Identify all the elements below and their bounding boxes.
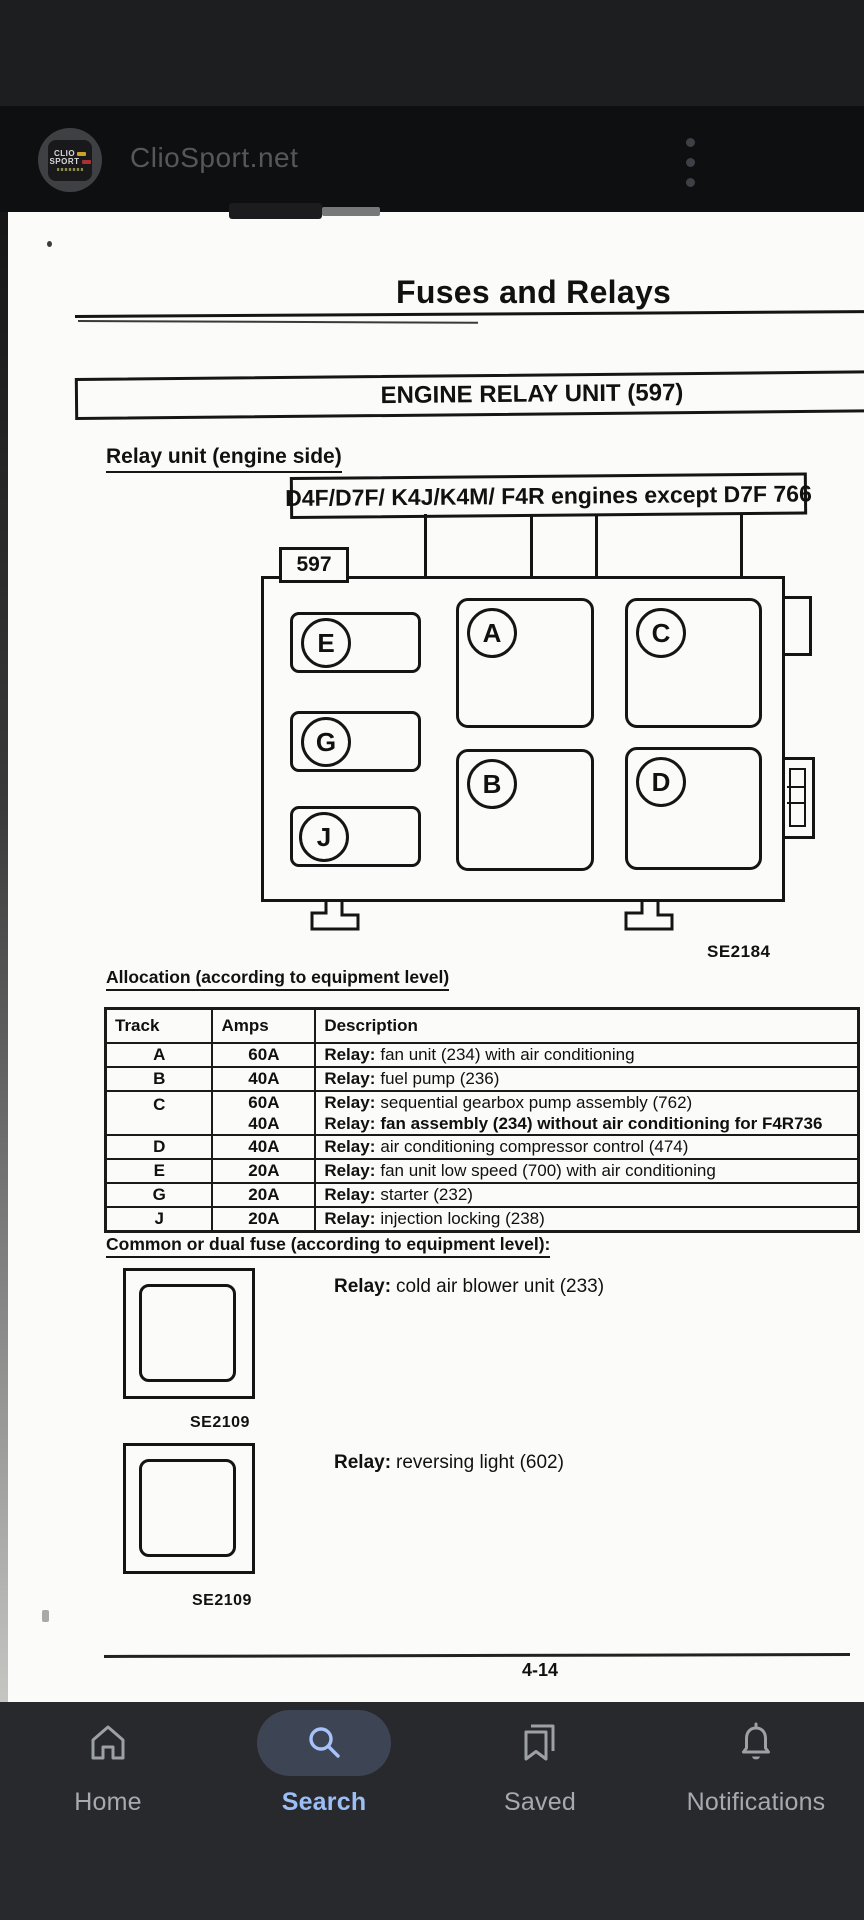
page-edge-shadow: [0, 212, 8, 1702]
title-rule: [75, 310, 864, 318]
bottom-navigation: [0, 1702, 864, 1920]
kebab-dot: [686, 178, 695, 187]
footer-rule: [104, 1653, 850, 1658]
figure-reference: SE2109: [190, 1414, 250, 1431]
nav-item-saved[interactable]: [432, 1710, 648, 1830]
search-icon: [301, 1720, 347, 1766]
col-header-amps: Amps: [212, 1009, 315, 1044]
side-connector-detailed: [782, 757, 815, 839]
fuse-symbol: [123, 1268, 255, 1399]
slot-letter: C: [636, 608, 686, 658]
nav-label: Home: [74, 1788, 142, 1816]
app-title: ClioSport.net: [130, 142, 299, 173]
overflow-menu-button[interactable]: [672, 134, 708, 194]
scan-artifact: [229, 203, 322, 219]
cliosport-logo[interactable]: [38, 128, 102, 192]
nav-label: Saved: [504, 1788, 576, 1816]
figure-reference: SE2184: [707, 942, 771, 961]
cliosport-logo-badge: [48, 140, 92, 181]
table-header-row: [106, 1009, 859, 1044]
engines-note-box: D4F/D7F/ K4J/K4M/ F4R engines except D7F 766: [290, 472, 807, 519]
subsection-heading: Relay unit (engine side): [106, 445, 342, 473]
unit-number-box: 597: [279, 547, 349, 583]
nav-item-search[interactable]: [216, 1710, 432, 1830]
kebab-dot: [686, 138, 695, 147]
page-number: 4-14: [521, 1660, 559, 1680]
col-header-description: Description: [315, 1009, 858, 1044]
scan-artifact: [322, 207, 380, 216]
allocation-table: [104, 1007, 860, 1233]
connector-tab: [424, 514, 533, 578]
logo-line1: CLIO: [53, 149, 76, 158]
col-header-track: Track: [106, 1009, 213, 1044]
table-row: B 40A Relay: fuel pump (236): [106, 1067, 859, 1091]
table-row: C 60A 40A Relay: sequential gearbox pump assembly (762) Relay: fan assembly (234) without air conditioning for F4R736: [106, 1091, 859, 1135]
allocation-heading: Allocation (according to equipment level): [106, 967, 449, 991]
slot-letter: J: [299, 812, 349, 862]
slot-letter: B: [467, 759, 517, 809]
slot-letter: G: [301, 717, 351, 767]
status-bar: [0, 0, 864, 106]
notifications-bell-icon: [733, 1720, 779, 1766]
scanned-document-page[interactable]: [0, 212, 864, 1702]
common-fuse-heading: Common or dual fuse (according to equipment level):: [106, 1234, 550, 1258]
nav-label: Search: [281, 1788, 367, 1816]
table-row: J 20A Relay: injection locking (238): [106, 1207, 859, 1232]
logo-stripe: [57, 168, 83, 171]
page-title: Fuses and Relays: [396, 274, 672, 310]
scan-artifact: [42, 1610, 49, 1622]
home-icon: [85, 1720, 131, 1766]
table-row: D 40A Relay: air conditioning compressor control (474): [106, 1135, 859, 1159]
title-rule-2: [78, 320, 478, 324]
logo-yellow-bar: [77, 152, 86, 156]
fuse-label: Relay: cold air blower unit (233): [334, 1276, 605, 1297]
table-row: G 20A Relay: starter (232): [106, 1183, 859, 1207]
fuse-symbol: [123, 1443, 255, 1574]
figure-reference: SE2109: [192, 1592, 252, 1609]
section-banner: ENGINE RELAY UNIT (597): [75, 370, 864, 420]
scan-artifact: [47, 241, 52, 247]
fuse-label: Relay: reversing light (602): [334, 1452, 564, 1473]
nav-item-home[interactable]: [0, 1710, 216, 1830]
nav-label: Notifications: [686, 1788, 826, 1816]
mounting-foot: [308, 898, 370, 932]
slot-letter: E: [301, 618, 351, 668]
slot-letter: D: [636, 757, 686, 807]
logo-line2: SPORT: [49, 157, 80, 166]
saved-bookmarks-icon: [517, 1720, 563, 1766]
connector-tab: [595, 514, 743, 578]
side-connector: [782, 596, 812, 656]
app-header: [0, 106, 864, 212]
table-row: E 20A Relay: fan unit low speed (700) with air conditioning: [106, 1159, 859, 1183]
nav-item-notifications[interactable]: [648, 1710, 864, 1830]
slot-letter: A: [467, 608, 517, 658]
kebab-dot: [686, 158, 695, 167]
table-row: A 60A Relay: fan unit (234) with air conditioning: [106, 1043, 859, 1067]
mounting-foot: [614, 898, 676, 932]
logo-red-bar: [82, 160, 91, 164]
